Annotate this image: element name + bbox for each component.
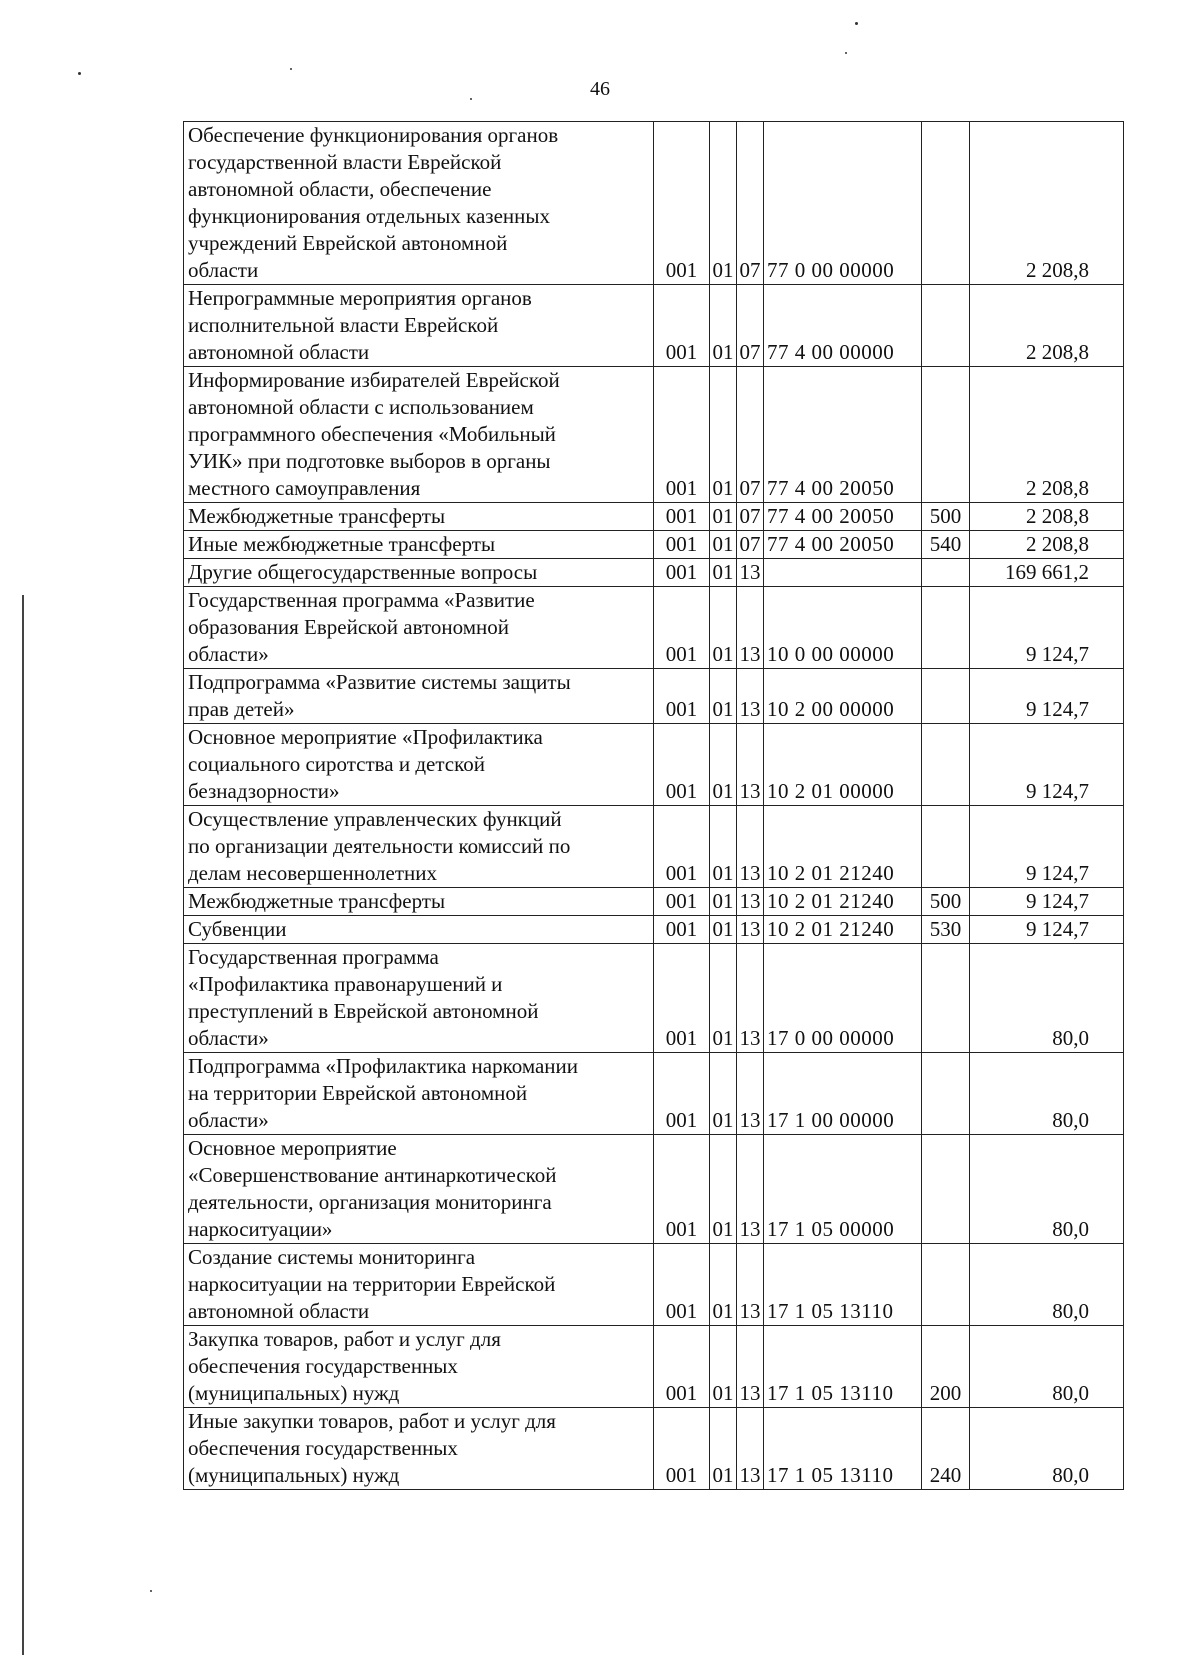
- expense-type-code: [922, 669, 970, 724]
- section-code: 01: [710, 916, 737, 944]
- section-code: 01: [710, 1053, 737, 1135]
- target-article-code: 77 4 00 20050: [764, 531, 922, 559]
- row-name: Государственная программа «Профилактика правонарушений и преступлений в Еврейской автономной области»: [184, 944, 654, 1053]
- expense-type-code: 240: [922, 1408, 970, 1490]
- subsection-code: 07: [737, 367, 764, 503]
- table-row: [184, 1244, 1124, 1326]
- ministry-code: 001: [654, 888, 710, 916]
- table-row: [184, 888, 1124, 916]
- section-code: 01: [710, 587, 737, 669]
- row-name: Закупка товаров, работ и услуг для обеспечения государственных (муниципальных) нужд: [184, 1326, 654, 1408]
- scan-speck: [150, 1590, 152, 1592]
- expense-type-code: [922, 1053, 970, 1135]
- row-name: Подпрограмма «Развитие системы защиты прав детей»: [184, 669, 654, 724]
- section-code: 01: [710, 1135, 737, 1244]
- table-row: [184, 806, 1124, 888]
- target-article-code: 17 1 00 00000: [764, 1053, 922, 1135]
- expense-type-code: [922, 587, 970, 669]
- section-code: 01: [710, 285, 737, 367]
- section-code: 01: [710, 1326, 737, 1408]
- table-row: [184, 1326, 1124, 1408]
- amount: 169 661,2: [970, 559, 1124, 587]
- target-article-code: 10 2 01 21240: [764, 916, 922, 944]
- target-article-code: 17 1 05 13110: [764, 1326, 922, 1408]
- amount: 9 124,7: [970, 806, 1124, 888]
- amount: 80,0: [970, 1053, 1124, 1135]
- table-row: [184, 1408, 1124, 1490]
- ministry-code: 001: [654, 1135, 710, 1244]
- table-row: [184, 944, 1124, 1053]
- subsection-code: 07: [737, 122, 764, 285]
- section-code: 01: [710, 503, 737, 531]
- expense-type-code: 500: [922, 503, 970, 531]
- section-code: 01: [710, 944, 737, 1053]
- target-article-code: [764, 559, 922, 587]
- table-row: [184, 531, 1124, 559]
- subsection-code: 13: [737, 559, 764, 587]
- expense-type-code: [922, 944, 970, 1053]
- table-row: [184, 122, 1124, 285]
- subsection-code: 07: [737, 503, 764, 531]
- ministry-code: 001: [654, 367, 710, 503]
- expense-type-code: [922, 806, 970, 888]
- table-row: [184, 587, 1124, 669]
- expense-type-code: 500: [922, 888, 970, 916]
- table-row: [184, 669, 1124, 724]
- subsection-code: 13: [737, 724, 764, 806]
- amount: 80,0: [970, 944, 1124, 1053]
- target-article-code: 17 0 00 00000: [764, 944, 922, 1053]
- target-article-code: 10 2 01 00000: [764, 724, 922, 806]
- row-name: Основное мероприятие «Профилактика социального сиротства и детской безнадзорности»: [184, 724, 654, 806]
- row-name: Другие общегосударственные вопросы: [184, 559, 654, 587]
- ministry-code: 001: [654, 503, 710, 531]
- row-name: Непрограммные мероприятия органов исполнительной власти Еврейской автономной области: [184, 285, 654, 367]
- target-article-code: 17 1 05 13110: [764, 1408, 922, 1490]
- target-article-code: 77 4 00 20050: [764, 503, 922, 531]
- row-name: Информирование избирателей Еврейской автономной области с использованием программного обеспечения «Мобильный УИК» при подготовке выборов в органы местного самоуправления: [184, 367, 654, 503]
- amount: 80,0: [970, 1408, 1124, 1490]
- subsection-code: 13: [737, 944, 764, 1053]
- ministry-code: 001: [654, 669, 710, 724]
- amount: 2 208,8: [970, 503, 1124, 531]
- amount: 9 124,7: [970, 669, 1124, 724]
- subsection-code: 13: [737, 888, 764, 916]
- ministry-code: 001: [654, 285, 710, 367]
- page-number: 46: [590, 78, 610, 100]
- amount: 9 124,7: [970, 724, 1124, 806]
- subsection-code: 13: [737, 806, 764, 888]
- row-name: Осуществление управленческих функций по организации деятельности комиссий по делам несовершеннолетних: [184, 806, 654, 888]
- amount: 2 208,8: [970, 122, 1124, 285]
- expense-type-code: 200: [922, 1326, 970, 1408]
- row-name: Субвенции: [184, 916, 654, 944]
- target-article-code: 10 0 00 00000: [764, 587, 922, 669]
- subsection-code: 13: [737, 916, 764, 944]
- amount: 2 208,8: [970, 285, 1124, 367]
- row-name: Создание системы мониторинга наркоситуации на территории Еврейской автономной области: [184, 1244, 654, 1326]
- subsection-code: 13: [737, 1053, 764, 1135]
- section-code: 01: [710, 669, 737, 724]
- table-row: [184, 285, 1124, 367]
- row-name: Межбюджетные трансферты: [184, 503, 654, 531]
- scan-speck: [290, 68, 292, 70]
- expense-type-code: [922, 724, 970, 806]
- expense-type-code: 530: [922, 916, 970, 944]
- expense-type-code: [922, 1135, 970, 1244]
- expense-type-code: [922, 285, 970, 367]
- subsection-code: 13: [737, 587, 764, 669]
- amount: 9 124,7: [970, 888, 1124, 916]
- expense-type-code: [922, 367, 970, 503]
- table-row: [184, 1135, 1124, 1244]
- budget-table: [183, 121, 1124, 1490]
- subsection-code: 07: [737, 285, 764, 367]
- section-code: 01: [710, 1408, 737, 1490]
- expense-type-code: 540: [922, 531, 970, 559]
- section-code: 01: [710, 1244, 737, 1326]
- table-row: [184, 559, 1124, 587]
- target-article-code: 77 4 00 20050: [764, 367, 922, 503]
- row-name: Основное мероприятие «Совершенствование антинаркотической деятельности, организация мониторинга наркоситуации»: [184, 1135, 654, 1244]
- target-article-code: 10 2 01 21240: [764, 806, 922, 888]
- subsection-code: 13: [737, 1408, 764, 1490]
- expense-type-code: [922, 122, 970, 285]
- ministry-code: 001: [654, 559, 710, 587]
- target-article-code: 17 1 05 00000: [764, 1135, 922, 1244]
- ministry-code: 001: [654, 1244, 710, 1326]
- section-code: 01: [710, 724, 737, 806]
- target-article-code: 77 4 00 00000: [764, 285, 922, 367]
- row-name: Межбюджетные трансферты: [184, 888, 654, 916]
- subsection-code: 13: [737, 1135, 764, 1244]
- ministry-code: 001: [654, 1053, 710, 1135]
- scan-speck: [855, 22, 858, 25]
- ministry-code: 001: [654, 916, 710, 944]
- ministry-code: 001: [654, 122, 710, 285]
- table-row: [184, 916, 1124, 944]
- amount: 2 208,8: [970, 531, 1124, 559]
- amount: 9 124,7: [970, 587, 1124, 669]
- amount: 80,0: [970, 1244, 1124, 1326]
- table-row: [184, 503, 1124, 531]
- row-name: Обеспечение функционирования органов государственной власти Еврейской автономной области, обеспечение функционирования отдельных казенных учреждений Еврейской автономной области: [184, 122, 654, 285]
- target-article-code: 17 1 05 13110: [764, 1244, 922, 1326]
- section-code: 01: [710, 367, 737, 503]
- section-code: 01: [710, 531, 737, 559]
- table-body: [184, 122, 1124, 1490]
- target-article-code: 10 2 01 21240: [764, 888, 922, 916]
- subsection-code: 13: [737, 669, 764, 724]
- expense-type-code: [922, 1244, 970, 1326]
- table-row: [184, 1053, 1124, 1135]
- table-row: [184, 367, 1124, 503]
- target-article-code: 77 0 00 00000: [764, 122, 922, 285]
- row-name: Иные закупки товаров, работ и услуг для обеспечения государственных (муниципальных) нужд: [184, 1408, 654, 1490]
- scan-margin-line: [22, 595, 24, 1655]
- section-code: 01: [710, 122, 737, 285]
- ministry-code: 001: [654, 806, 710, 888]
- ministry-code: 001: [654, 587, 710, 669]
- amount: 80,0: [970, 1326, 1124, 1408]
- scan-speck: [78, 72, 81, 75]
- ministry-code: 001: [654, 724, 710, 806]
- subsection-code: 13: [737, 1326, 764, 1408]
- scan-speck: [845, 52, 847, 54]
- section-code: 01: [710, 559, 737, 587]
- row-name: Подпрограмма «Профилактика наркомании на территории Еврейской автономной области»: [184, 1053, 654, 1135]
- row-name: Иные межбюджетные трансферты: [184, 531, 654, 559]
- section-code: 01: [710, 806, 737, 888]
- ministry-code: 001: [654, 1326, 710, 1408]
- ministry-code: 001: [654, 531, 710, 559]
- scan-speck: [470, 98, 472, 100]
- expense-type-code: [922, 559, 970, 587]
- row-name: Государственная программа «Развитие образования Еврейской автономной области»: [184, 587, 654, 669]
- amount: 9 124,7: [970, 916, 1124, 944]
- subsection-code: 07: [737, 531, 764, 559]
- target-article-code: 10 2 00 00000: [764, 669, 922, 724]
- ministry-code: 001: [654, 1408, 710, 1490]
- table-row: [184, 724, 1124, 806]
- subsection-code: 13: [737, 1244, 764, 1326]
- amount: 80,0: [970, 1135, 1124, 1244]
- ministry-code: 001: [654, 944, 710, 1053]
- amount: 2 208,8: [970, 367, 1124, 503]
- section-code: 01: [710, 888, 737, 916]
